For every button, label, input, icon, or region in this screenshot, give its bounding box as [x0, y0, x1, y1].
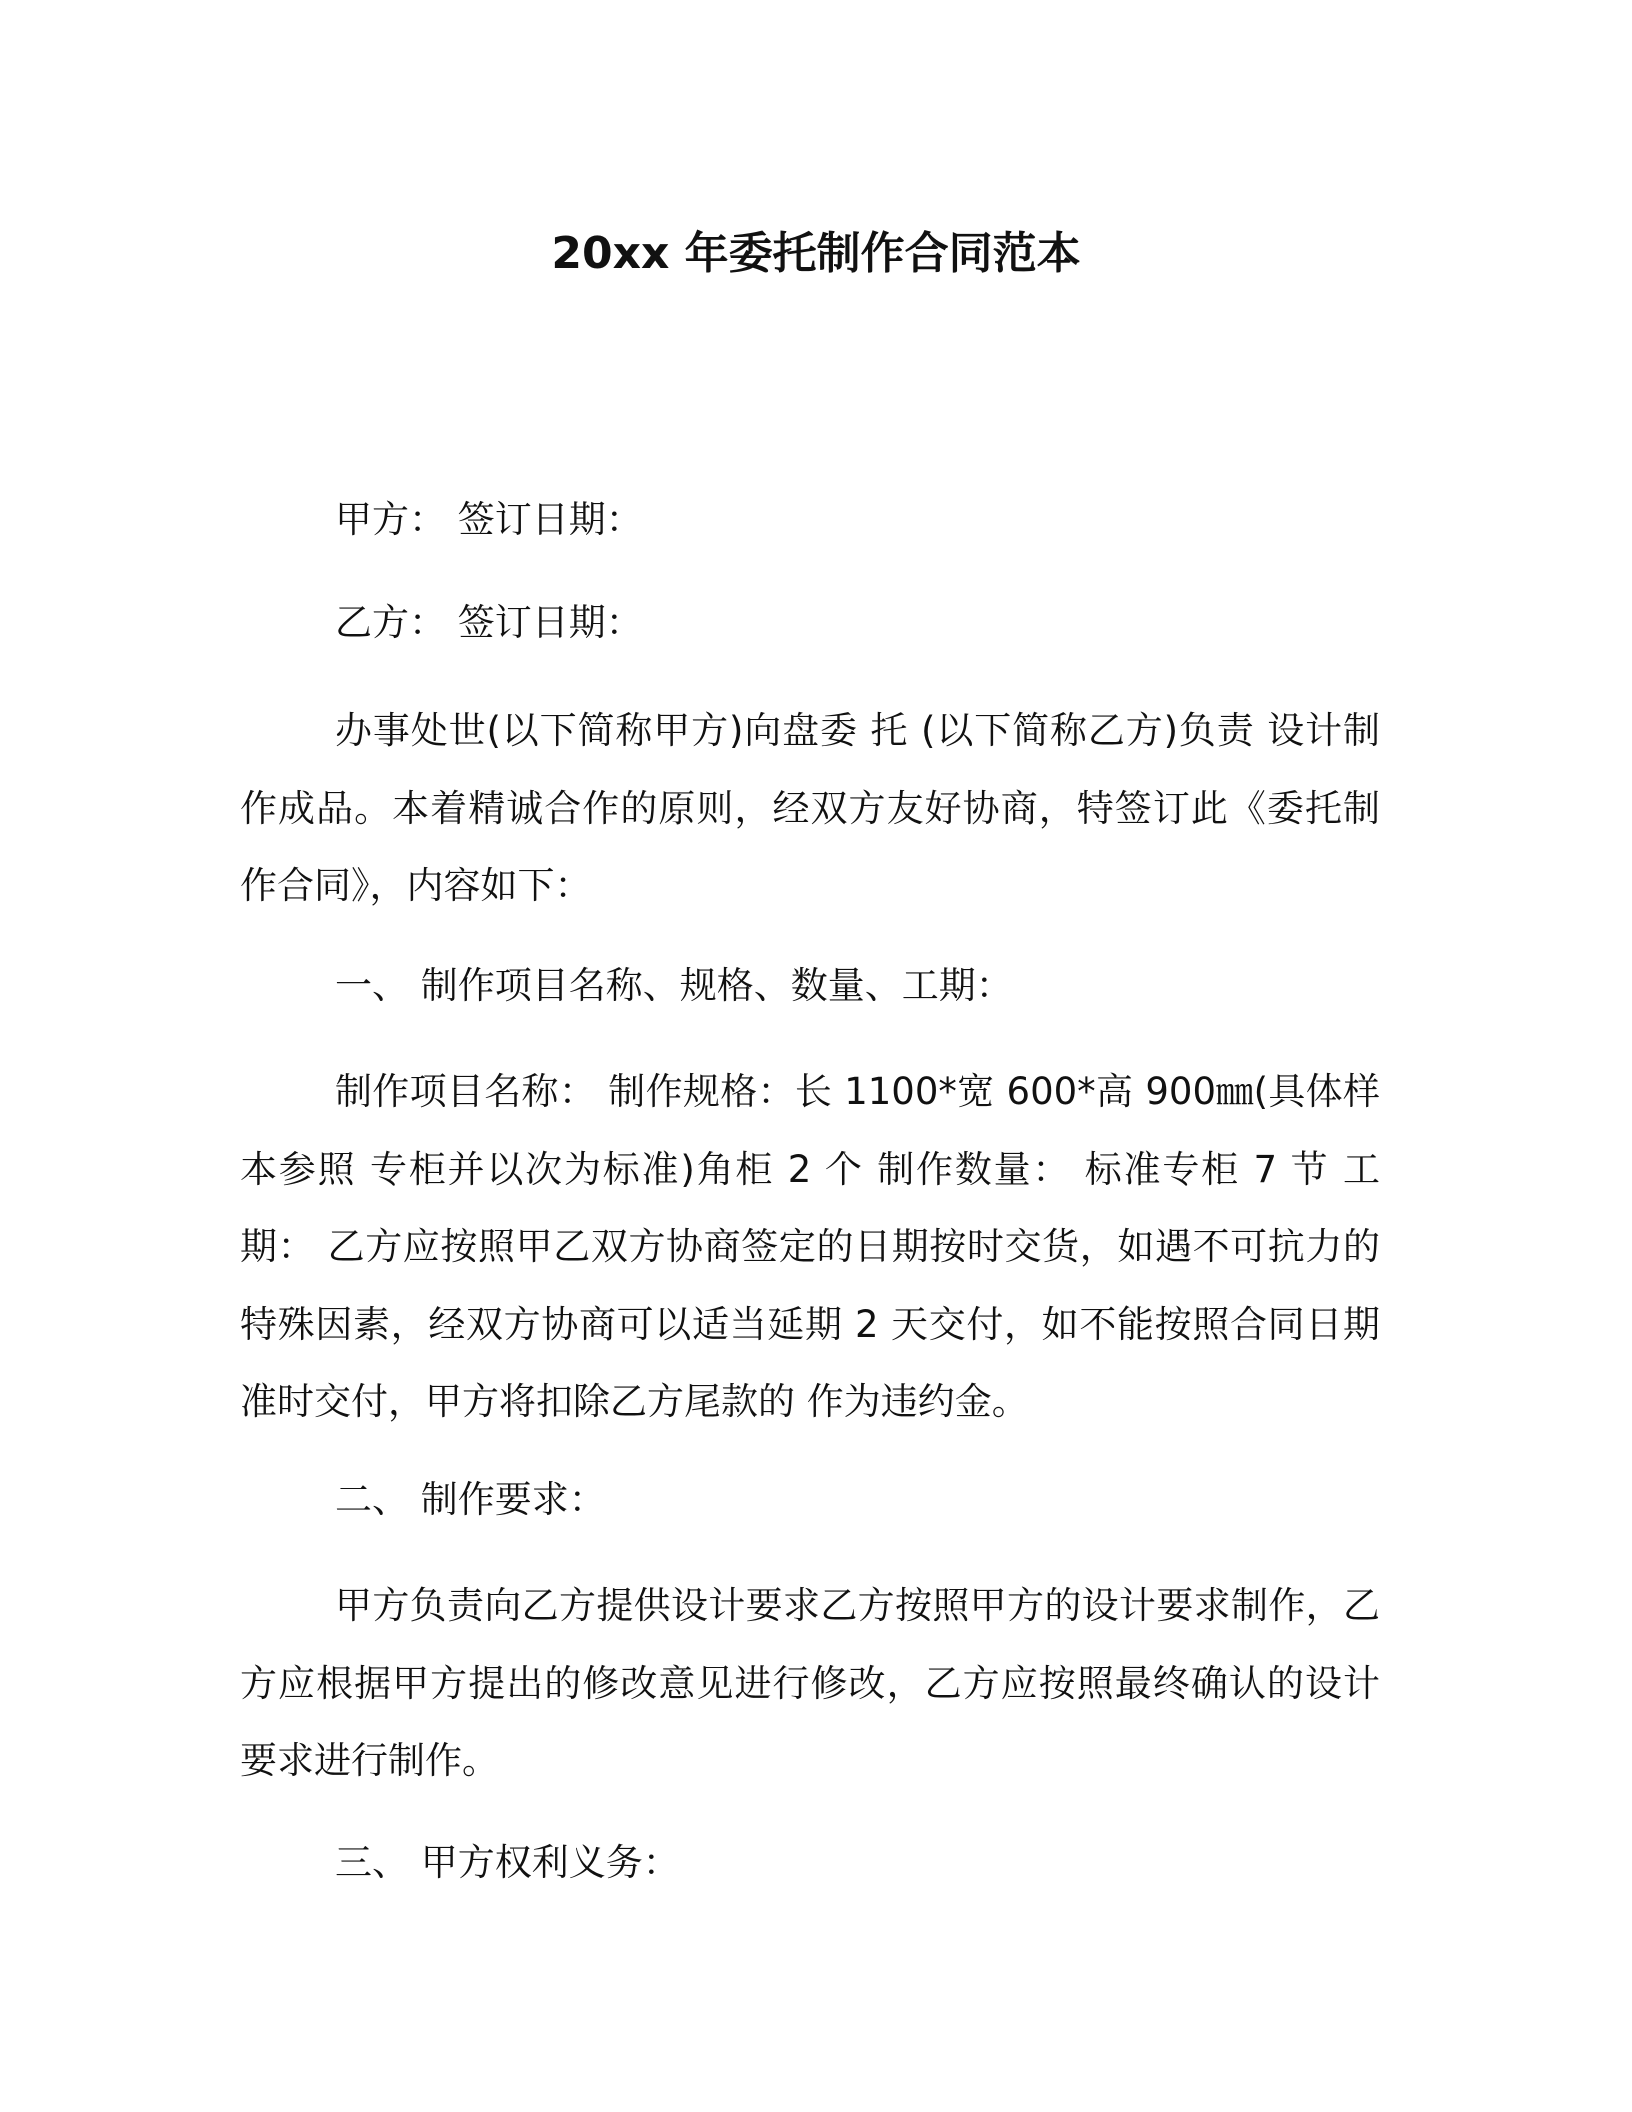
document-title: 20xx 年委托制作合同范本: [551, 228, 1081, 279]
section-3-heading: 三、 甲方权利义务：: [335, 1841, 680, 1884]
party-b-line: 乙方： 签订日期：: [335, 601, 643, 644]
party-a-line: 甲方： 签订日期：: [335, 498, 643, 541]
section-2-heading: 二、 制作要求：: [335, 1478, 606, 1521]
section-1-body: 制作项目名称： 制作规格：长 1100*宽 600*高 900㎜(具体样本参照 专柜并以次为标准)角柜 2 个 制作数量： 标准专柜 7 节 工期： 乙方应按照甲乙双方协商签定的日期按时交货，如遇不可抗力的特殊因素，经双方协商可以适当延期 2 天交付，如不能按照合同日期准时交付，甲方将扣除乙方尾款的 作为违约金。: [240, 1070, 1380, 1423]
section-2-body: 甲方负责向乙方提供设计要求乙方按照甲方的设计要求制作，乙方应根据甲方提出的修改意见进行修改，乙方应按照最终确认的设计要求进行制作。: [240, 1584, 1380, 1782]
section-1-heading: 一、 制作项目名称、规格、数量、工期：: [335, 964, 1013, 1007]
intro-paragraph: 办事处世(以下简称甲方)向盘委 托 (以下简称乙方)负责 设计制作成品。本着精诚合作的原则，经双方友好协商，特签订此《委托制作合同》，内容如下：: [240, 709, 1380, 907]
